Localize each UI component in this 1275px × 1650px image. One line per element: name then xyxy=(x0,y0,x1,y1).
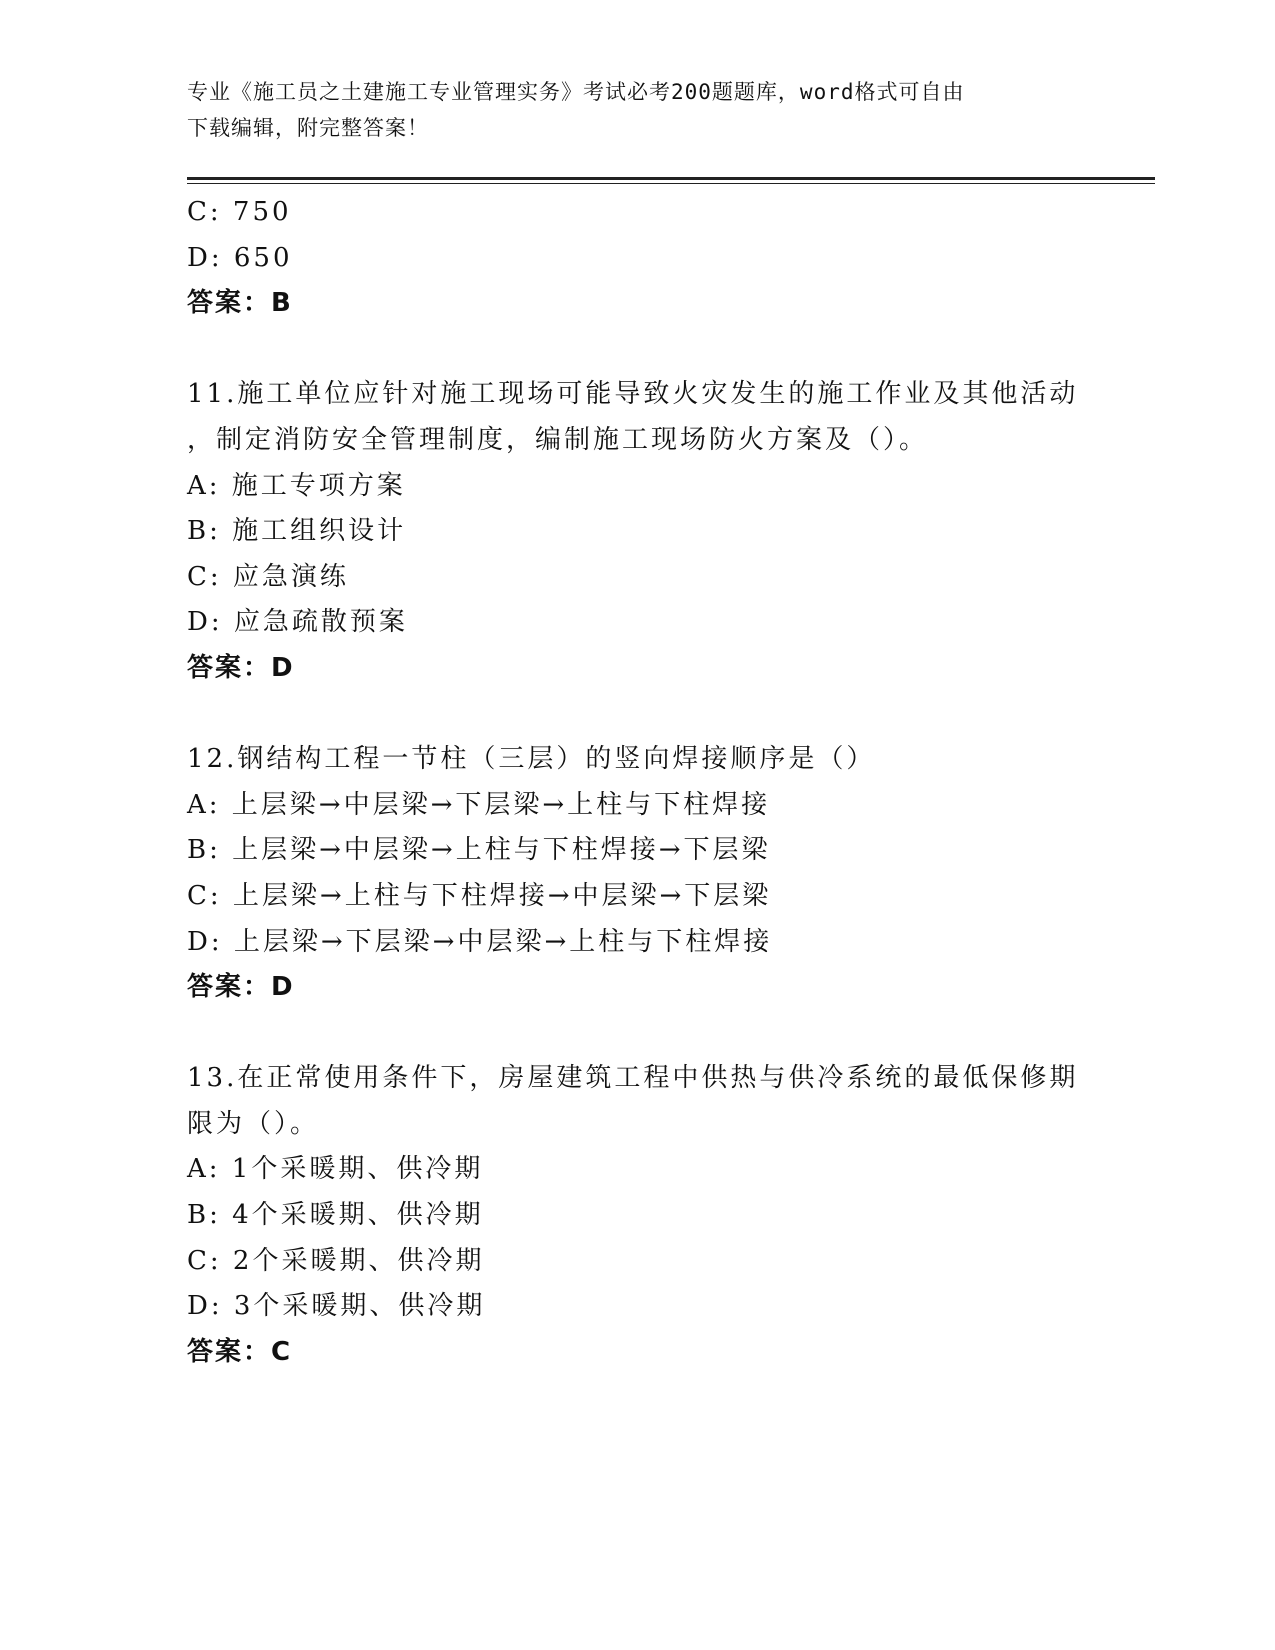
spacer xyxy=(187,327,1087,373)
question-12 xyxy=(187,737,1087,1011)
option-a: A: 施工专项方案 xyxy=(187,470,406,501)
option-b: B: 上层梁→中层梁→上柱与下柱焊接→下层梁 xyxy=(187,835,771,866)
question-stem: 13.在正常使用条件下，房屋建筑工程中供热与供冷系统的最低保修期 xyxy=(187,1063,1079,1094)
option-d: D: 3个采暖期、供冷期 xyxy=(187,1291,486,1322)
document-header xyxy=(187,74,1087,146)
header-line-1: 专业《施工员之土建施工专业管理实务》考试必考200题题库，word格式可自由 xyxy=(187,80,965,104)
option-c: C: 750 xyxy=(187,197,292,227)
question-13 xyxy=(187,1056,1087,1375)
question-stem: 12.钢结构工程一节柱（三层）的竖向焊接顺序是（） xyxy=(187,744,876,775)
option-d: D: 650 xyxy=(187,242,293,273)
header-divider-thin xyxy=(187,183,1155,184)
option-c: C: 2个采暖期、供冷期 xyxy=(187,1245,485,1276)
answer-line: 答案：D xyxy=(187,972,295,1003)
option-c: C: 上层梁→上柱与下柱焊接→中层梁→下层梁 xyxy=(187,880,772,911)
spacer xyxy=(187,1011,1087,1057)
question-stem: 11.施工单位应针对施工现场可能导致火灾发生的施工作业及其他活动 xyxy=(187,379,1079,410)
question-11 xyxy=(187,372,1087,691)
answer-line: 答案：B xyxy=(187,288,293,319)
question-stem: 限为（）。 xyxy=(187,1108,320,1139)
option-a: A: 1个采暖期、供冷期 xyxy=(187,1154,484,1185)
question-list xyxy=(187,190,1087,1375)
answer-line: 答案：C xyxy=(187,1336,293,1367)
option-c: C: 应急演练 xyxy=(187,561,349,592)
option-b: B: 施工组织设计 xyxy=(187,516,407,547)
question-stem: ，制定消防安全管理制度，编制施工现场防火方案及（）。 xyxy=(187,424,929,455)
spacer xyxy=(187,692,1087,738)
answer-line: 答案：D xyxy=(187,652,295,683)
header-line-2: 下载编辑，附完整答案！ xyxy=(187,116,429,140)
option-d: D: 应急疏散预案 xyxy=(187,607,408,638)
option-a: A: 上层梁→中层梁→下层梁→上柱与下柱焊接 xyxy=(187,789,771,820)
question-10-tail xyxy=(187,190,1087,327)
header-divider-thick xyxy=(187,177,1155,180)
option-b: B: 4个采暖期、供冷期 xyxy=(187,1200,484,1231)
option-d: D: 上层梁→下层梁→中层梁→上柱与下柱焊接 xyxy=(187,926,773,957)
